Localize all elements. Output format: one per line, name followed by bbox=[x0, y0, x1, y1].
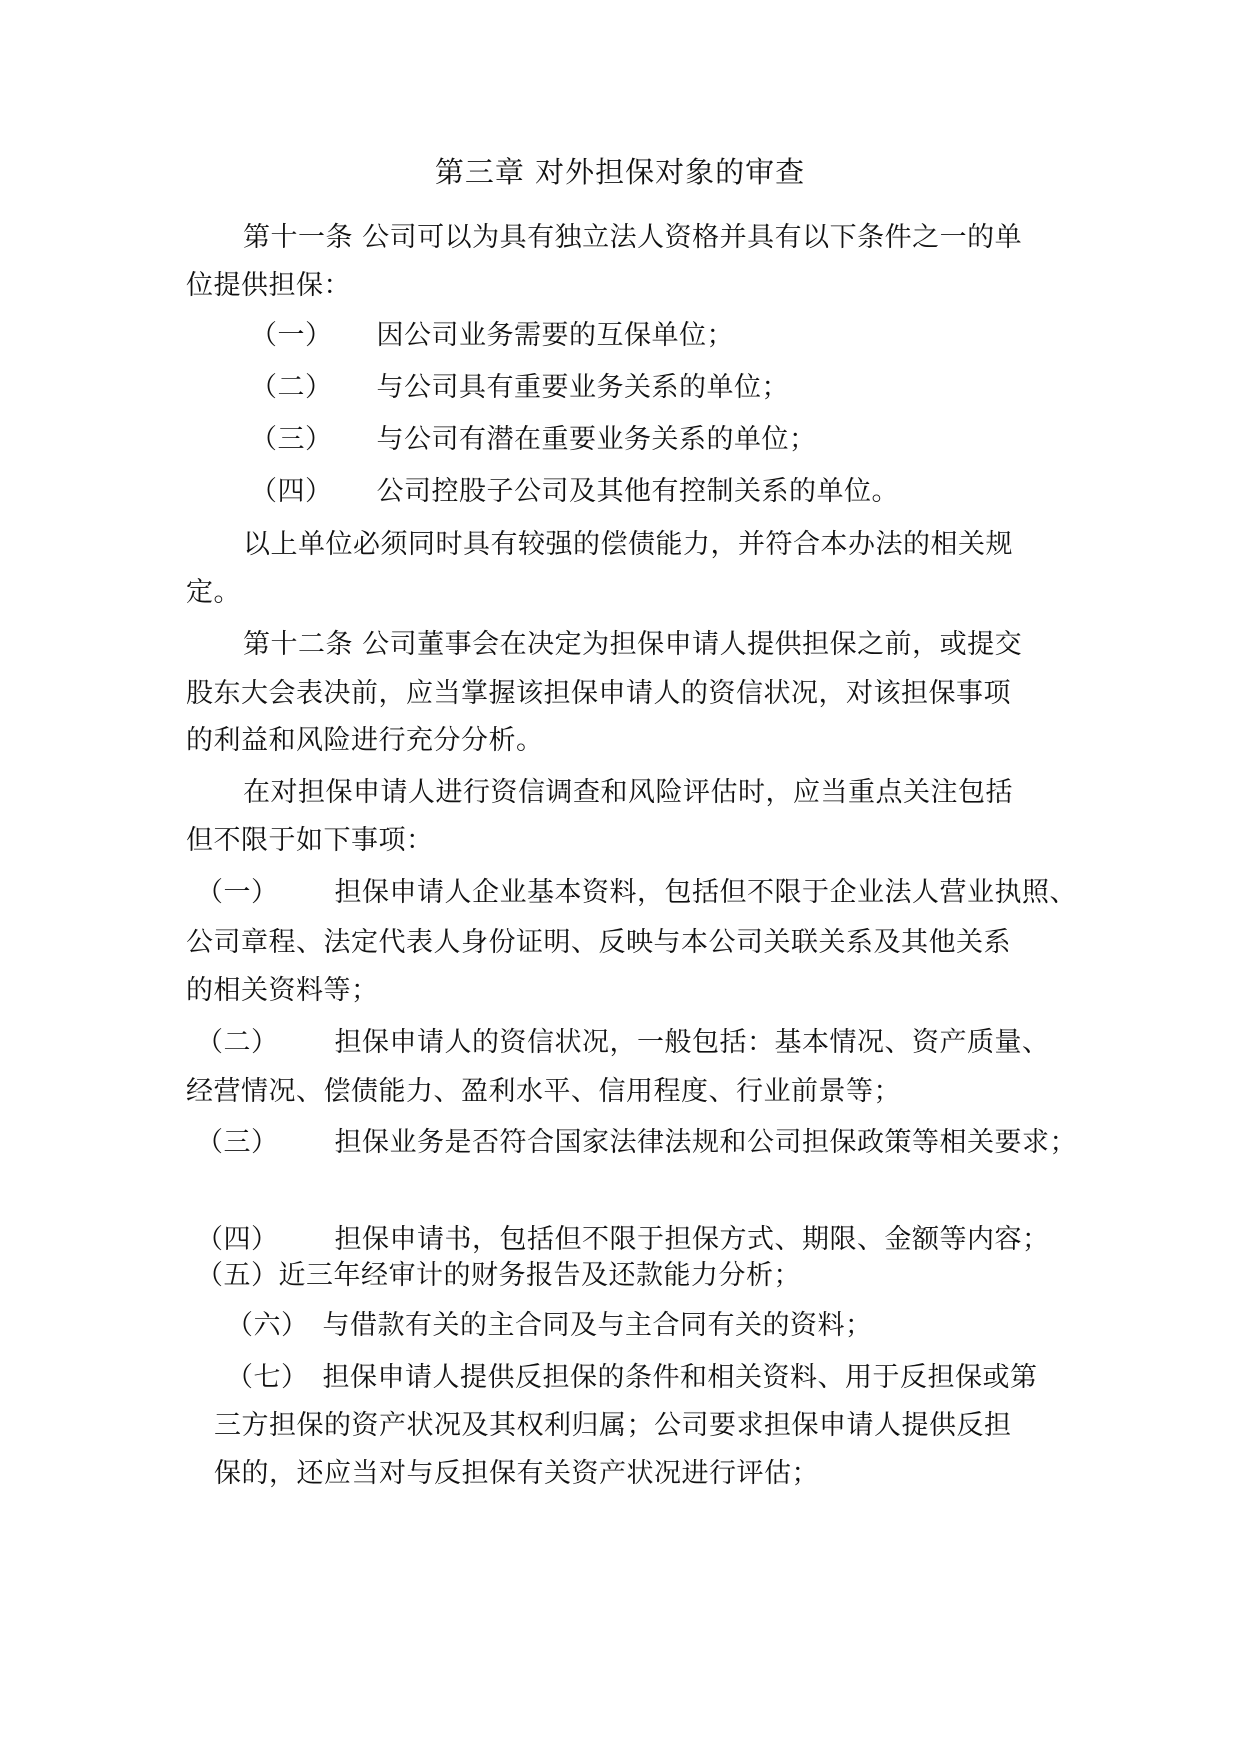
art12-item-4 bbox=[196, 1222, 1050, 1258]
art12-item-1-line-1 bbox=[196, 875, 1077, 911]
art12-item-1-line-3: 的相关资料等； bbox=[186, 975, 379, 1006]
art11-note-line-2: 定。 bbox=[186, 577, 241, 608]
item-text: 与借款有关的主合同及与主合同有关的资料； bbox=[322, 1310, 873, 1341]
chapter-title: 第三章 对外担保对象的审查 bbox=[434, 155, 806, 189]
art11-item-3 bbox=[250, 422, 817, 458]
item-marker: （三） bbox=[196, 1127, 279, 1158]
art12-item-6 bbox=[226, 1308, 873, 1344]
art12-line-2: 股东大会表决前，应当掌握该担保申请人的资信状况，对该担保事项 bbox=[186, 678, 1011, 709]
art11-item-2 bbox=[250, 370, 789, 406]
art12-intro-line-2: 但不限于如下事项： bbox=[186, 825, 434, 856]
item-marker: （一） bbox=[250, 320, 333, 351]
art11-item-1 bbox=[250, 318, 734, 354]
art12-item-2-line-1 bbox=[196, 1025, 1050, 1061]
item-marker: （二） bbox=[196, 1027, 279, 1058]
item-marker: （四） bbox=[250, 476, 333, 507]
item-text: 因公司业务需要的互保单位； bbox=[376, 320, 734, 351]
item-marker: （一） bbox=[196, 877, 279, 908]
art12-item-1-line-2: 公司章程、法定代表人身份证明、反映与本公司关联关系及其他关系 bbox=[186, 927, 1011, 958]
item-marker: （三） bbox=[250, 424, 333, 455]
art12-line-3: 的利益和风险进行充分分析。 bbox=[186, 725, 544, 756]
item-text: 担保申请人提供反担保的条件和相关资料、用于反担保或第 bbox=[322, 1362, 1038, 1393]
item-text: 与公司具有重要业务关系的单位； bbox=[376, 372, 789, 403]
item-text: 公司控股子公司及其他有控制关系的单位。 bbox=[376, 476, 899, 507]
art11-line-2: 位提供担保： bbox=[186, 270, 351, 301]
art12-line-1: 第十二条 公司董事会在决定为担保申请人提供担保之前，或提交 bbox=[243, 629, 1023, 660]
art12-item-5: （五）近三年经审计的财务报告及还款能力分析； bbox=[196, 1260, 801, 1291]
item-text: 担保申请人的资信状况，一般包括：基本情况、资产质量、 bbox=[334, 1027, 1050, 1058]
art12-item-2-line-2: 经营情况、偿债能力、盈利水平、信用程度、行业前景等； bbox=[186, 1076, 901, 1107]
art12-item-7-line-1 bbox=[226, 1360, 1038, 1396]
item-marker: （六） bbox=[226, 1310, 309, 1341]
art12-item-7-line-2: 三方担保的资产状况及其权利归属；公司要求担保申请人提供反担 bbox=[214, 1410, 1012, 1441]
item-text: 担保业务是否符合国家法律法规和公司担保政策等相关要求； bbox=[334, 1127, 1077, 1158]
art11-note-line-1: 以上单位必须同时具有较强的偿债能力，并符合本办法的相关规 bbox=[243, 529, 1013, 560]
item-text: 与公司有潜在重要业务关系的单位； bbox=[376, 424, 817, 455]
item-text: 担保申请人企业基本资料，包括但不限于企业法人营业执照、 bbox=[334, 877, 1077, 908]
item-marker: （四） bbox=[196, 1224, 279, 1255]
art12-intro-line-1: 在对担保申请人进行资信调查和风险评估时，应当重点关注包括 bbox=[243, 777, 1013, 808]
art12-item-7-line-3: 保的，还应当对与反担保有关资产状况进行评估； bbox=[214, 1458, 819, 1489]
art11-item-4 bbox=[250, 474, 899, 510]
art11-line-1: 第十一条 公司可以为具有独立法人资格并具有以下条件之一的单 bbox=[243, 222, 1023, 253]
item-marker: （七） bbox=[226, 1362, 309, 1393]
item-text: 担保申请书，包括但不限于担保方式、期限、金额等内容； bbox=[334, 1224, 1050, 1255]
item-marker: （二） bbox=[250, 372, 333, 403]
art12-item-3 bbox=[196, 1125, 1077, 1161]
